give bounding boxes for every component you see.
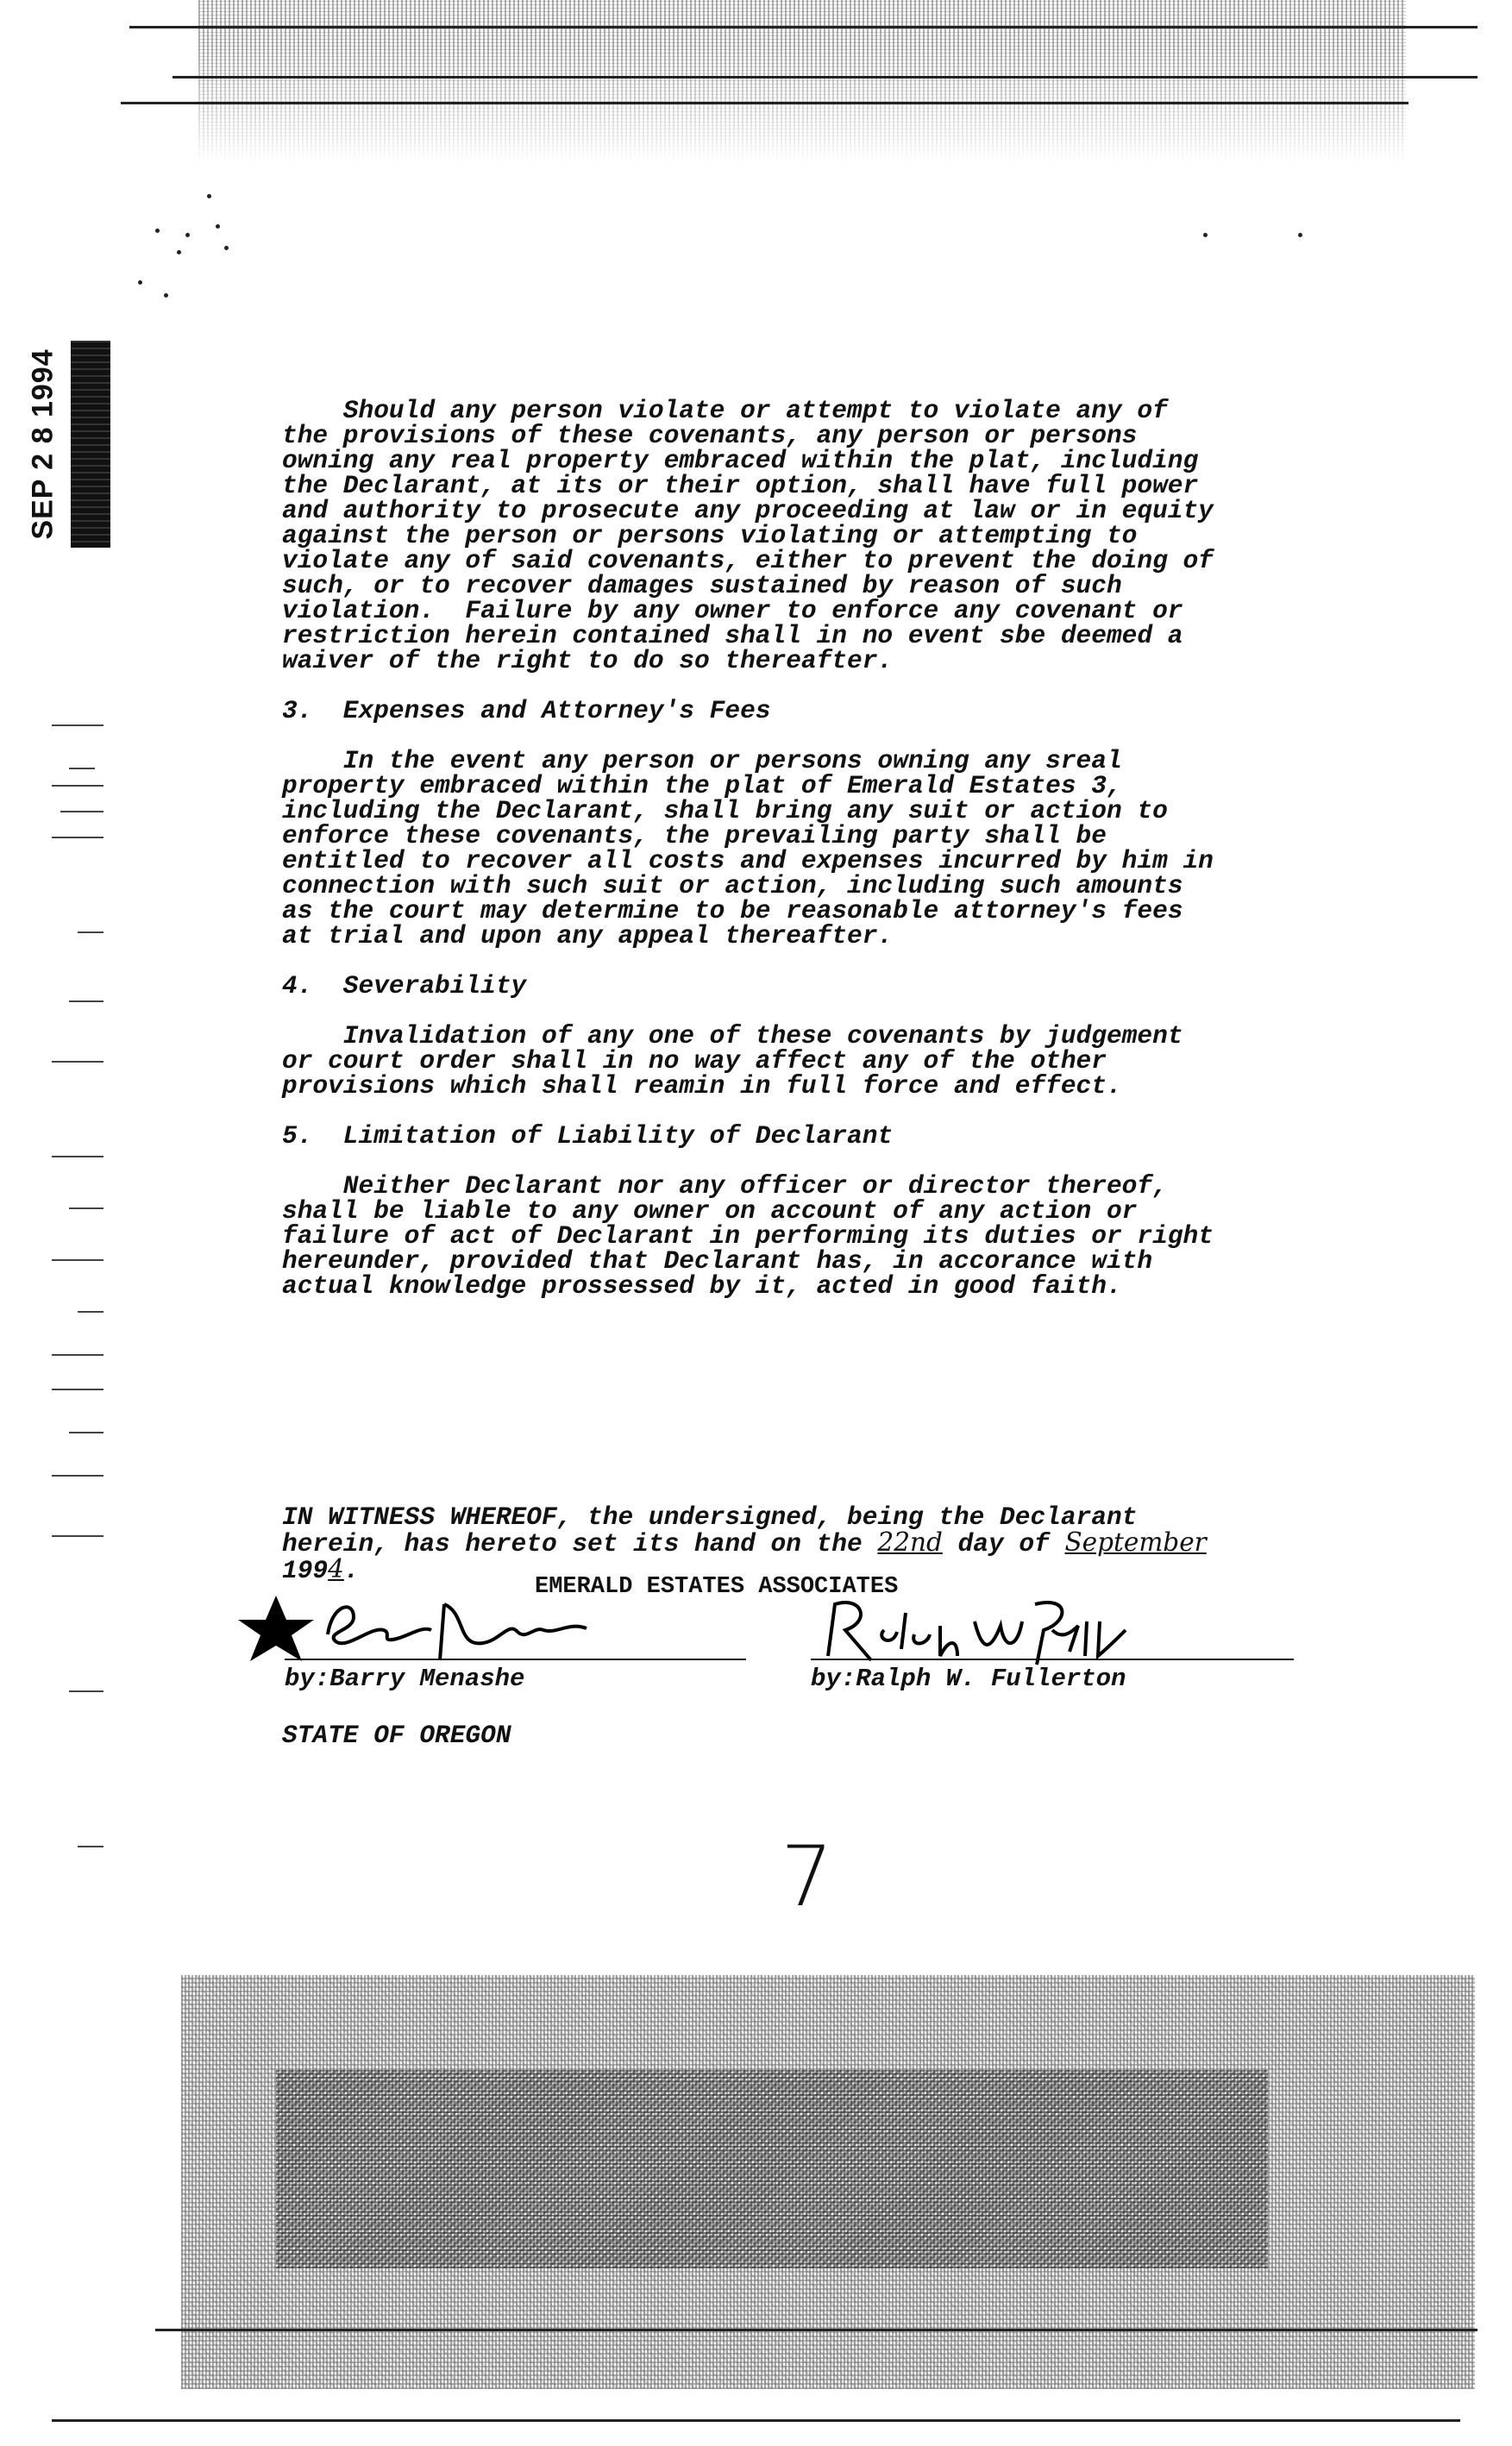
section-3-line: including the Declarant, shall bring any suit or action to xyxy=(282,796,1168,825)
scan-line xyxy=(129,26,1477,28)
scan-line xyxy=(155,2329,1477,2331)
section-3-line: as the court may determine to be reasonable attorney's fees xyxy=(282,896,1183,925)
intro-line: restriction herein contained shall in no event sbe deemed a xyxy=(282,621,1183,650)
handwritten-month: September xyxy=(1064,1527,1207,1557)
scan-line xyxy=(121,102,1408,104)
intro-line: violation. Failure by any owner to enforce any covenant or xyxy=(282,596,1183,625)
signature-ralph-fullerton xyxy=(811,1587,1130,1673)
intro-line: the Declarant, at its or their option, shall have full power xyxy=(282,471,1199,500)
section-3-line: enforce these covenants, the prevailing party shall be xyxy=(282,821,1107,850)
witness-line-3: 1994. xyxy=(282,1554,360,1585)
section-5-line: failure of act of Declarant in performing its duties or right xyxy=(282,1221,1214,1251)
section-4-paragraph xyxy=(282,1021,1308,1101)
intro-line: such, or to recover damages sustained by reason of such xyxy=(282,571,1122,600)
signer-1-name: by:Barry Menashe xyxy=(285,1665,525,1693)
section-5-line: Neither Declarant nor any officer or director thereof, xyxy=(282,1171,1168,1201)
witness-line-2: herein, has hereto set its hand on the 22nd day of September xyxy=(282,1527,1207,1559)
section-3-line: property embraced within the plat of Emerald Estates 3, xyxy=(282,771,1122,800)
section-5-line: hereunder, provided that Declarant has, in accorance with xyxy=(282,1246,1153,1276)
intro-line: against the person or persons violating or attempting to xyxy=(282,521,1138,550)
signature-line-1 xyxy=(285,1659,746,1660)
intro-line: and authority to prosecute any proceeding at law or in equity xyxy=(282,496,1214,525)
covenant-body xyxy=(282,398,1308,1299)
section-3-heading: 3. Expenses and Attorney's Fees xyxy=(282,696,771,725)
scan-noise-top xyxy=(198,0,1406,164)
intro-line: violate any of said covenants, either to prevent the doing of xyxy=(282,546,1214,575)
scan-line xyxy=(52,2419,1460,2422)
section-3-line: connection with such suit or action, including such amounts xyxy=(282,871,1183,900)
section-4-line: Invalidation of any one of these covenants by judgement xyxy=(282,1021,1183,1051)
signer-2-name: by:Ralph W. Fullerton xyxy=(811,1665,1126,1693)
section-3-line: entitled to recover all costs and expenses incurred by him in xyxy=(282,846,1214,875)
section-5-line: actual knowledge prossessed by it, acted in good faith. xyxy=(282,1271,1122,1301)
left-margin-artifacts xyxy=(0,655,121,1949)
section-4-heading: 4. Severability xyxy=(282,971,527,1000)
scan-line xyxy=(173,76,1477,78)
intro-line: Should any person violate or attempt to violate any of xyxy=(282,396,1168,425)
section-5-heading: 5. Limitation of Liability of Declarant xyxy=(282,1121,894,1151)
intro-line: the provisions of these covenants, any person or persons xyxy=(282,421,1138,450)
section-4-line: provisions which shall reamin in full force and effect. xyxy=(282,1071,1122,1101)
section-5-paragraph xyxy=(282,1171,1308,1301)
witness-line-1: IN WITNESS WHEREOF, the undersigned, being the Declarant xyxy=(282,1502,1138,1532)
notary-state: STATE OF OREGON xyxy=(282,1721,511,1750)
section-4-line: or court order shall in no way affect any of the other xyxy=(282,1046,1107,1076)
entity-name: EMERALD ESTATES ASSOCIATES xyxy=(535,1574,899,1600)
enforcement-paragraph xyxy=(282,398,1308,674)
intro-line: owning any real property embraced within the plat, including xyxy=(282,446,1199,475)
section-5-line: shall be liable to any owner on account of any action or xyxy=(282,1196,1138,1226)
intro-line: waiver of the right to do so thereafter. xyxy=(282,646,894,675)
witness-clause xyxy=(282,1502,1308,1585)
stamp-bar xyxy=(71,341,110,548)
recording-date-stamp xyxy=(17,341,112,548)
signature-line-2 xyxy=(811,1659,1294,1660)
page-number: 7 xyxy=(781,1828,834,1925)
scan-specks xyxy=(138,181,1311,319)
section-3-line: In the event any person or persons owning any sreal xyxy=(282,746,1122,775)
scan-noise-bottom-core xyxy=(276,2070,1268,2268)
section-3-paragraph xyxy=(282,746,1308,950)
handwritten-year-digit: 4 xyxy=(328,1554,344,1584)
section-3-line: at trial and upon any appeal thereafter. xyxy=(282,921,894,950)
stamp-date: SEP 2 8 1994 xyxy=(26,348,60,540)
handwritten-day: 22nd xyxy=(877,1527,943,1557)
star-mark xyxy=(238,1596,314,1661)
